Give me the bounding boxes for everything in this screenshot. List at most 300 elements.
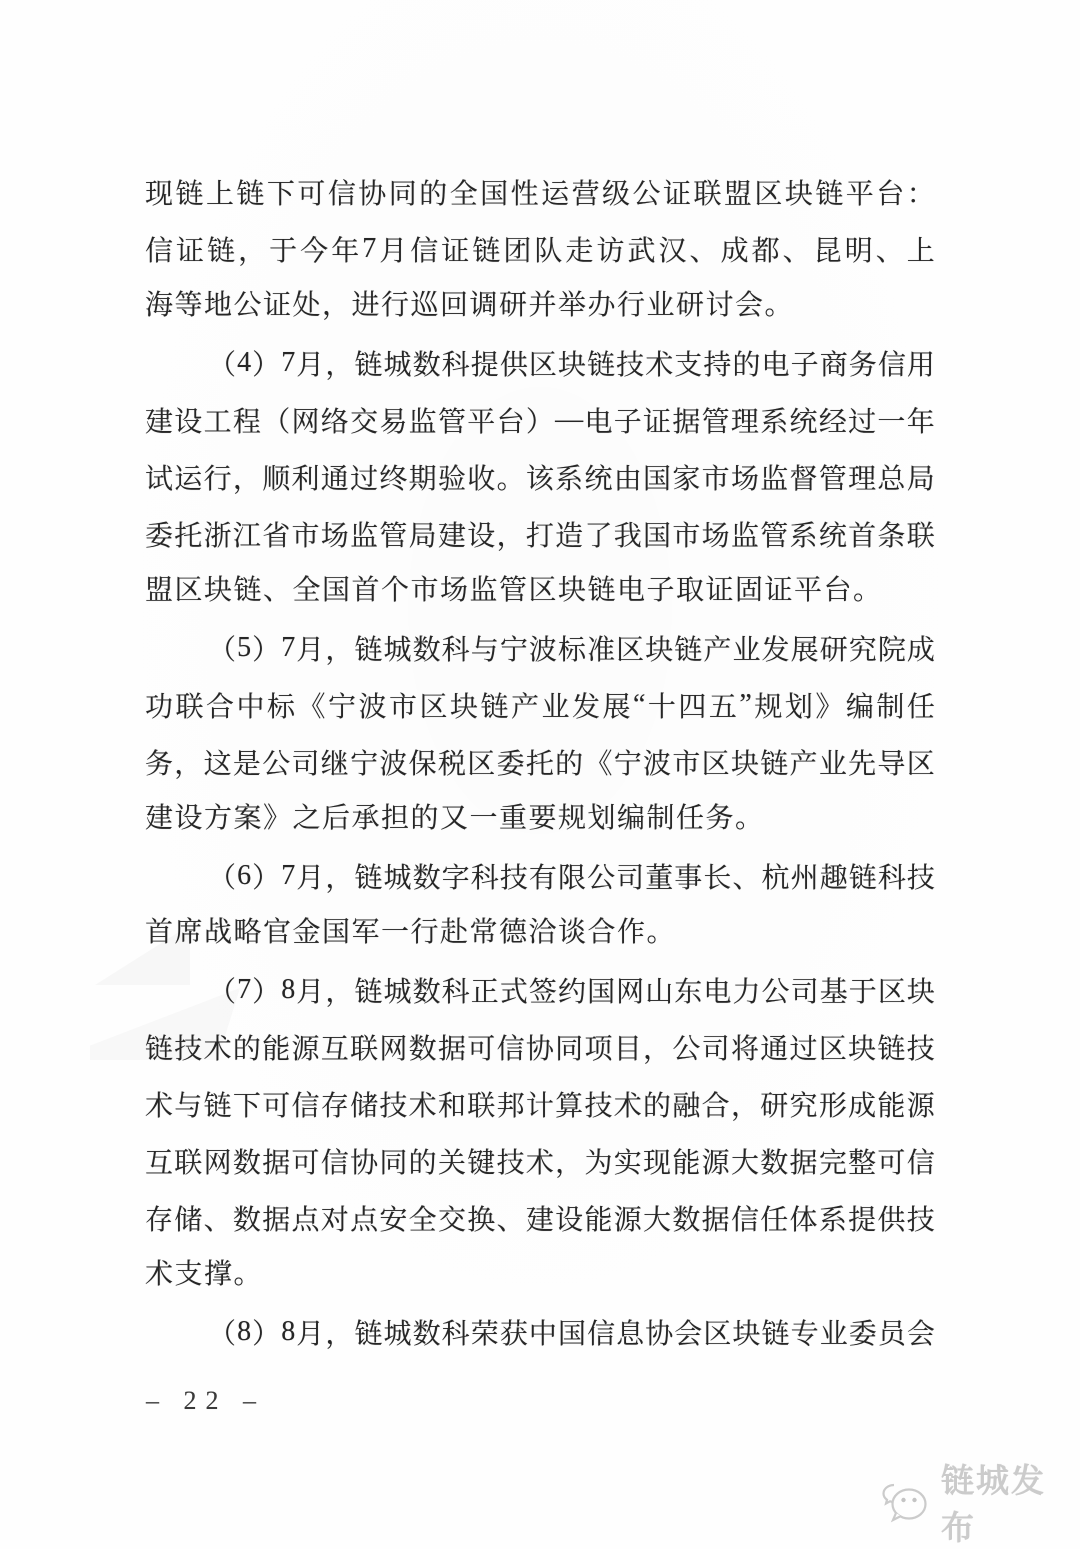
char: — — [555, 403, 584, 435]
char: 5 — [237, 631, 252, 663]
char: 市 — [291, 520, 320, 552]
char: 业 — [819, 1318, 848, 1350]
char: 签 — [528, 976, 557, 1008]
char: 今 — [300, 235, 329, 267]
char: 技 — [906, 1204, 935, 1236]
char: 块 — [906, 976, 935, 1008]
char: 数 — [672, 1204, 701, 1236]
char: 院 — [877, 634, 906, 666]
char: 管 — [701, 406, 730, 438]
char: ， — [174, 748, 203, 780]
char: 实 — [613, 1147, 642, 1179]
char: 链 — [761, 1318, 790, 1350]
char: 于 — [848, 976, 877, 1008]
text-line — [145, 220, 935, 277]
text-line: 建设方案》之后承担的又一重要规划编制任务。 — [145, 803, 765, 834]
char: 事 — [674, 862, 703, 894]
char: 是 — [232, 748, 261, 780]
char: ， — [325, 349, 354, 381]
char: 4 — [237, 346, 252, 378]
char: 的 — [419, 178, 448, 210]
char: 月 — [296, 976, 325, 1008]
char: （ — [262, 406, 291, 438]
char: 互 — [320, 1033, 349, 1065]
char: 区 — [528, 349, 557, 381]
char: 造 — [555, 520, 584, 552]
char: 监 — [760, 463, 789, 495]
char: 链 — [354, 634, 383, 666]
char: 会 — [674, 1318, 703, 1350]
char: 平 — [845, 178, 874, 210]
char: 术 — [613, 1090, 642, 1122]
char: 提 — [848, 1204, 877, 1236]
char: 易 — [379, 406, 408, 438]
char: 、 — [689, 235, 718, 267]
char: 先 — [848, 748, 877, 780]
char: 董 — [645, 862, 674, 894]
char: 信 — [291, 1090, 320, 1122]
char: 能 — [262, 1033, 291, 1065]
text-line: 术支撑。 — [145, 1259, 264, 1290]
char: 究 — [848, 634, 877, 666]
char: 月 — [296, 634, 325, 666]
char: 证 — [176, 235, 205, 267]
char: 技 — [584, 1090, 613, 1122]
char: 技 — [616, 349, 645, 381]
char: 区 — [703, 1318, 732, 1350]
char: 波 — [643, 748, 672, 780]
char: 术 — [525, 1147, 554, 1179]
char: 总 — [877, 463, 906, 495]
char: 技 — [499, 862, 528, 894]
char: “ — [633, 688, 646, 720]
char: 链 — [587, 349, 616, 381]
char: 数 — [412, 862, 441, 894]
char: 经 — [818, 406, 847, 438]
char: 链 — [480, 691, 509, 723]
char: 术 — [203, 1033, 232, 1065]
char: 监 — [730, 520, 759, 552]
char: （ — [208, 349, 237, 381]
char: 理 — [848, 463, 877, 495]
char: 理 — [730, 406, 759, 438]
char: 证 — [441, 235, 470, 267]
char: 条 — [877, 520, 906, 552]
char: 交 — [350, 406, 379, 438]
char: 台 — [876, 178, 905, 210]
char: 联 — [467, 1090, 496, 1122]
char: 划 — [784, 691, 813, 723]
char: 目 — [613, 1033, 642, 1065]
char: 访 — [596, 235, 625, 267]
char: 源 — [291, 1033, 320, 1065]
char: 计 — [525, 1090, 554, 1122]
char: ， — [325, 862, 354, 894]
char: 式 — [499, 976, 528, 1008]
char: 科 — [441, 976, 470, 1008]
text-line — [145, 733, 935, 790]
char: 宁 — [499, 634, 528, 666]
char: 储 — [174, 1204, 203, 1236]
char: 信 — [730, 1204, 759, 1236]
char: 区 — [467, 748, 496, 780]
char: 链 — [207, 235, 236, 267]
text-line — [145, 391, 935, 448]
char: 月 — [296, 862, 325, 894]
char: 规 — [754, 691, 783, 723]
char: 据 — [672, 406, 701, 438]
document-body — [145, 163, 935, 1360]
char: 能 — [584, 1204, 613, 1236]
char: 建 — [525, 1204, 554, 1236]
char: 统 — [789, 406, 818, 438]
char: 产 — [703, 634, 732, 666]
char: 链 — [175, 178, 204, 210]
char: 市 — [389, 691, 418, 723]
char: 全 — [449, 178, 478, 210]
char: 城 — [383, 349, 412, 381]
char: 平 — [467, 406, 496, 438]
char: 《 — [584, 748, 613, 780]
char: 供 — [877, 1204, 906, 1236]
char: 现 — [145, 178, 174, 210]
char: 公 — [587, 862, 616, 894]
char: 该 — [525, 463, 554, 495]
char: 国 — [643, 463, 672, 495]
char: 运 — [174, 463, 203, 495]
char: 数 — [408, 1033, 437, 1065]
char: 交 — [437, 1204, 466, 1236]
char: 《 — [297, 691, 326, 723]
char: 托 — [174, 520, 203, 552]
char: 息 — [616, 1318, 645, 1350]
char: ， — [730, 1090, 759, 1122]
char: 的 — [555, 748, 584, 780]
char: 块 — [732, 1318, 761, 1350]
char: 务 — [848, 349, 877, 381]
char: 区 — [818, 1033, 847, 1065]
char: 协 — [525, 1033, 554, 1065]
char: 互 — [145, 1147, 174, 1179]
char: 宁 — [350, 748, 379, 780]
char: 区 — [616, 634, 645, 666]
char: 科 — [441, 634, 470, 666]
text-line: 首席战略官金国军一行赴常德洽谈合作。 — [145, 917, 677, 948]
char: 系 — [789, 520, 818, 552]
char: （ — [208, 1318, 237, 1350]
char: 限 — [557, 862, 586, 894]
char: ， — [325, 1318, 354, 1350]
char: 完 — [818, 1147, 847, 1179]
char: 这 — [203, 748, 232, 780]
char: 可 — [467, 1033, 496, 1065]
char: 支 — [674, 349, 703, 381]
char: 场 — [730, 463, 759, 495]
char: 联 — [693, 178, 722, 210]
char: 司 — [790, 976, 819, 1008]
char: 城 — [383, 634, 412, 666]
char: 的 — [732, 349, 761, 381]
wechat-logo-icon — [880, 1480, 932, 1524]
char: 工 — [203, 406, 232, 438]
char: 业 — [541, 691, 570, 723]
char: 首 — [848, 520, 877, 552]
char: 数 — [232, 1147, 261, 1179]
text-line — [145, 1303, 935, 1360]
char: 邦 — [496, 1090, 525, 1122]
char: 税 — [437, 748, 466, 780]
char: 7 — [237, 973, 252, 1005]
char: 城 — [383, 862, 412, 894]
char: 区 — [877, 976, 906, 1008]
char: 收 — [467, 463, 496, 495]
char: 编 — [845, 691, 874, 723]
char: 业 — [818, 748, 847, 780]
char: 约 — [557, 976, 586, 1008]
char: 员 — [877, 1318, 906, 1350]
char: 研 — [819, 634, 848, 666]
char: 程 — [232, 406, 261, 438]
char: 行 — [203, 463, 232, 495]
char: 区 — [419, 691, 448, 723]
char: 联 — [906, 520, 935, 552]
char: 块 — [645, 634, 674, 666]
char: 数 — [412, 349, 441, 381]
char: 都 — [751, 235, 780, 267]
char: 持 — [703, 349, 732, 381]
char: 监 — [350, 520, 379, 552]
char: 上 — [205, 178, 234, 210]
char: 管 — [437, 406, 466, 438]
char: 现 — [643, 1147, 672, 1179]
char: 块 — [450, 691, 479, 723]
char: 局 — [906, 463, 935, 495]
char: 块 — [557, 349, 586, 381]
char: 月 — [296, 349, 325, 381]
char: 链 — [354, 1318, 383, 1350]
char: 展 — [790, 634, 819, 666]
char: （ — [208, 976, 237, 1008]
char: ， — [238, 235, 267, 267]
char: 公 — [262, 748, 291, 780]
text-line — [145, 1075, 935, 1132]
char: 科 — [470, 862, 499, 894]
char: 有 — [528, 862, 557, 894]
text-line — [145, 1132, 935, 1189]
char: 宁 — [613, 748, 642, 780]
char: 一 — [877, 406, 906, 438]
char: 信 — [496, 1033, 525, 1065]
char: 换 — [467, 1204, 496, 1236]
char: （ — [208, 634, 237, 666]
char: 大 — [643, 1204, 672, 1236]
char: 块 — [784, 178, 813, 210]
char: 点 — [291, 1204, 320, 1236]
char: 州 — [790, 862, 819, 894]
char: 存 — [320, 1090, 349, 1122]
char: ， — [325, 634, 354, 666]
char: 业 — [732, 634, 761, 666]
char: 整 — [848, 1147, 877, 1179]
char: 杭 — [761, 862, 790, 894]
text-line — [145, 163, 935, 220]
char: 联 — [174, 1147, 203, 1179]
char: 终 — [379, 463, 408, 495]
char: 委 — [496, 748, 525, 780]
char: 8 — [237, 1315, 252, 1347]
char: 信 — [587, 1318, 616, 1350]
char: 监 — [408, 406, 437, 438]
char: 据 — [262, 1204, 291, 1236]
char: 发 — [761, 634, 790, 666]
char: 家 — [672, 463, 701, 495]
char: 项 — [584, 1033, 613, 1065]
watermark-label: 链城发布 — [941, 1462, 1046, 1546]
char: 字 — [441, 862, 470, 894]
char: 区 — [701, 748, 730, 780]
char: 上 — [906, 235, 935, 267]
char: 建 — [145, 406, 174, 438]
char: 保 — [408, 748, 437, 780]
char: 通 — [760, 1033, 789, 1065]
char: ， — [643, 1033, 672, 1065]
char: 市 — [672, 748, 701, 780]
char: 由 — [613, 463, 642, 495]
char: 可 — [877, 1147, 906, 1179]
char: 国 — [643, 520, 672, 552]
char: 、 — [875, 235, 904, 267]
char: 基 — [819, 976, 848, 1008]
char: 链 — [877, 1033, 906, 1065]
char: 源 — [906, 1090, 935, 1122]
char: 城 — [383, 1318, 412, 1350]
char: 合 — [701, 1090, 730, 1122]
char: 系 — [555, 463, 584, 495]
char: 荣 — [470, 1318, 499, 1350]
char: 据 — [437, 1033, 466, 1065]
char: 明 — [844, 235, 873, 267]
char: 国 — [557, 1318, 586, 1350]
char: 波 — [358, 691, 387, 723]
char: ） — [252, 862, 281, 894]
char: 联 — [350, 1033, 379, 1065]
char: 司 — [291, 748, 320, 780]
char: 6 — [237, 859, 252, 891]
text-line — [145, 1189, 935, 1246]
char: 形 — [818, 1090, 847, 1122]
char: 链 — [354, 349, 383, 381]
char: 中 — [236, 691, 265, 723]
char: 公 — [632, 178, 661, 210]
char: 托 — [525, 748, 554, 780]
char: ， — [325, 976, 354, 1008]
char: 成 — [720, 235, 749, 267]
char: 供 — [499, 349, 528, 381]
char: 、 — [496, 1204, 525, 1236]
char: 走 — [565, 235, 594, 267]
char: 合 — [206, 691, 235, 723]
char: 产 — [511, 691, 540, 723]
char: 体 — [789, 1204, 818, 1236]
char: 技 — [906, 1033, 935, 1065]
char: 正 — [470, 976, 499, 1008]
char: 子 — [790, 349, 819, 381]
char: 成 — [848, 1090, 877, 1122]
char: 全 — [408, 1204, 437, 1236]
char: 东 — [674, 976, 703, 1008]
char: 数 — [232, 1204, 261, 1236]
char: 证 — [643, 406, 672, 438]
text-line: 盟区块链、全国首个市场监管区块链电子取证固证平台。 — [145, 575, 883, 606]
char: 管 — [379, 520, 408, 552]
char: 网 — [379, 1033, 408, 1065]
char: 功 — [145, 691, 174, 723]
char: 获 — [499, 1318, 528, 1350]
char: 区 — [906, 748, 935, 780]
text-line — [145, 1018, 935, 1075]
char: 十 — [647, 691, 676, 723]
char: 科 — [441, 1318, 470, 1350]
char: 块 — [848, 1033, 877, 1065]
char: 长 — [703, 862, 732, 894]
char: 下 — [232, 1090, 261, 1122]
char: 链 — [145, 1033, 174, 1065]
char: 昆 — [813, 235, 842, 267]
char: 管 — [760, 520, 789, 552]
char: 国 — [587, 976, 616, 1008]
char: 链 — [848, 862, 877, 894]
char: 我 — [613, 520, 642, 552]
char: 宁 — [328, 691, 357, 723]
char: 网 — [203, 1147, 232, 1179]
char: 波 — [379, 748, 408, 780]
char: 用 — [906, 349, 935, 381]
char: 数 — [760, 1147, 789, 1179]
char: 链 — [472, 235, 501, 267]
char: 公 — [672, 1033, 701, 1065]
char: 据 — [262, 1147, 291, 1179]
char: 8 — [281, 973, 296, 1005]
char: 城 — [383, 976, 412, 1008]
char: ， — [496, 520, 525, 552]
char: 标 — [267, 691, 296, 723]
char: 商 — [819, 349, 848, 381]
char: 制 — [876, 691, 905, 723]
char: 通 — [320, 463, 349, 495]
text-line — [145, 676, 935, 733]
char: ） — [525, 406, 554, 438]
char: 安 — [379, 1204, 408, 1236]
char: 务 — [145, 748, 174, 780]
char: 月 — [379, 235, 408, 267]
char: 科 — [877, 862, 906, 894]
char: ） — [252, 349, 281, 381]
char: 协 — [358, 178, 387, 210]
char: 统 — [818, 520, 847, 552]
char: 验 — [437, 463, 466, 495]
text-line — [145, 334, 935, 391]
char: 数 — [412, 634, 441, 666]
char: 专 — [790, 1318, 819, 1350]
char: 源 — [613, 1204, 642, 1236]
char: 趣 — [819, 862, 848, 894]
char: 8 — [281, 1315, 296, 1347]
char: 发 — [572, 691, 601, 723]
char: 浙 — [203, 520, 232, 552]
char: 的 — [232, 1033, 261, 1065]
char: 委 — [145, 520, 174, 552]
char: 试 — [145, 463, 174, 495]
